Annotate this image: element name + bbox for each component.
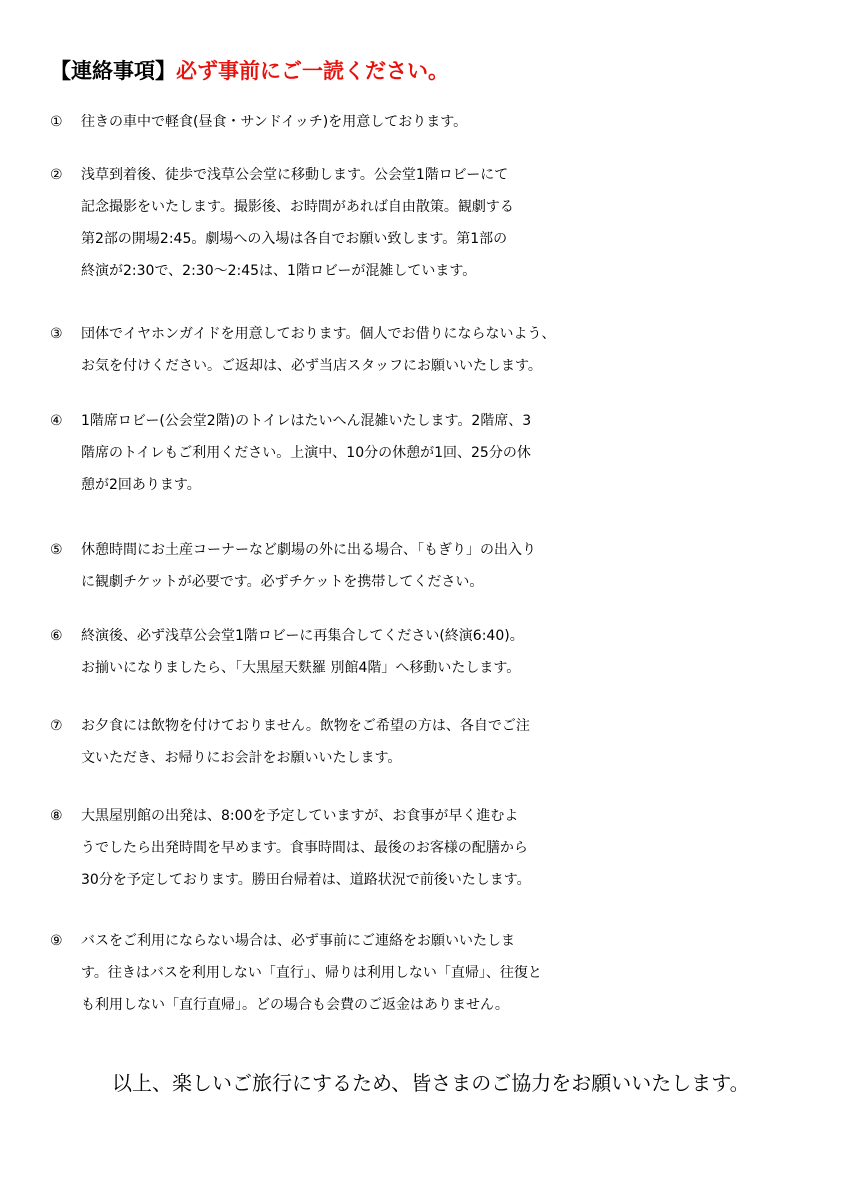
- notice-item-7: [50, 710, 810, 774]
- notice-item-5: [50, 534, 810, 598]
- item-text: 憩が2回あります。: [81, 477, 201, 493]
- item-text: お夕食には飲物を付けておりません。飲物をご希望の方は、各自でご注: [81, 718, 530, 734]
- notice-item-4: [50, 405, 810, 501]
- item-number: ⑥: [50, 628, 63, 644]
- item-text: 30分を予定しております。勝田台帰着は、道路状況で前後いたします。: [81, 872, 531, 888]
- item-text: 浅草到着後、徒歩で浅草公会堂に移動します。公会堂1階ロビーにて: [81, 167, 509, 183]
- item-text: バスをご利用にならない場合は、必ず事前にご連絡をお願いいたしま: [81, 933, 515, 949]
- item-text: 階席のトイレもご利用ください。上演中、10分の休憩が1回、25分の休: [81, 445, 531, 461]
- item-text: 大黒屋別館の出発は、8:00を予定していますが、お食事が早く進むよ: [81, 808, 519, 824]
- item-line: [50, 534, 810, 566]
- item-number: ⑤: [50, 542, 63, 558]
- notice-item-3: [50, 318, 810, 382]
- item-number: ③: [50, 326, 63, 342]
- item-text: 休憩時間にお土産コーナーなど劇場の外に出る場合、「もぎり」の出入り: [81, 542, 536, 558]
- item-text: す。往きはバスを利用しない「直行」、帰りは利用しない「直帰」、往復と: [81, 965, 542, 981]
- item-number: ②: [50, 167, 63, 183]
- closing-remark: 以上、楽しいご旅行にするため、皆さまのご協力をお願いいたします。: [112, 1071, 750, 1095]
- item-line: [50, 318, 810, 350]
- item-text: に観劇チケットが必要です。必ずチケットを携帯してください。: [81, 574, 484, 590]
- item-line: [50, 710, 810, 742]
- item-number: ⑦: [50, 718, 63, 734]
- heading-label: 【連絡事項】: [50, 59, 176, 83]
- item-line: [50, 106, 810, 138]
- item-text: 往きの車中で軽食(昼食・サンドイッチ)を用意しております。: [81, 114, 468, 130]
- notice-item-9: [50, 925, 810, 1021]
- item-text: も利用しない「直行直帰」。どの場合も会費のご返金はありません。: [81, 997, 509, 1013]
- item-number: ①: [50, 114, 63, 130]
- item-text: 記念撮影をいたします。撮影後、お時間があれば自由散策。観劇する: [81, 199, 514, 215]
- notice-item-8: [50, 800, 810, 896]
- heading-note: 必ず事前にご一読ください。: [176, 59, 449, 83]
- item-line: [50, 405, 810, 437]
- item-text: お気を付けください。ご返却は、必ず当店スタッフにお願いいたします。: [81, 358, 542, 374]
- item-line: [50, 159, 810, 191]
- item-text: 終演後、必ず浅草公会堂1階ロビーに再集合してください(終演6:40)。: [81, 628, 524, 644]
- item-text: うでしたら出発時間を早めます。食事時間は、最後のお客様の配膳から: [81, 840, 528, 856]
- item-number: ⑨: [50, 933, 63, 949]
- item-line: [50, 925, 810, 957]
- item-text: 第2部の開場2:45。劇場への入場は各自でお願い致します。第1部の: [81, 231, 508, 247]
- item-number: ⑧: [50, 808, 63, 824]
- item-text: お揃いになりましたら、「大黒屋天麩羅 別館4階」へ移動いたします。: [81, 660, 521, 676]
- notice-heading: [50, 56, 449, 86]
- notice-item-2: [50, 159, 810, 287]
- notice-item-6: [50, 620, 810, 684]
- item-text: 1階席ロビー(公会堂2階)のトイレはたいへん混雑いたします。2階席、3: [81, 413, 532, 429]
- item-text: 団体でイヤホンガイドを用意しております。個人でお借りにならないよう、: [81, 326, 556, 342]
- item-line: [50, 620, 810, 652]
- notice-item-1: [50, 106, 810, 138]
- item-number: ④: [50, 413, 63, 429]
- item-line: [50, 800, 810, 832]
- item-text: 終演が2:30で、2:30〜2:45は、1階ロビーが混雑しています。: [81, 263, 477, 279]
- item-text: 文いただき、お帰りにお会計をお願いいたします。: [81, 750, 402, 766]
